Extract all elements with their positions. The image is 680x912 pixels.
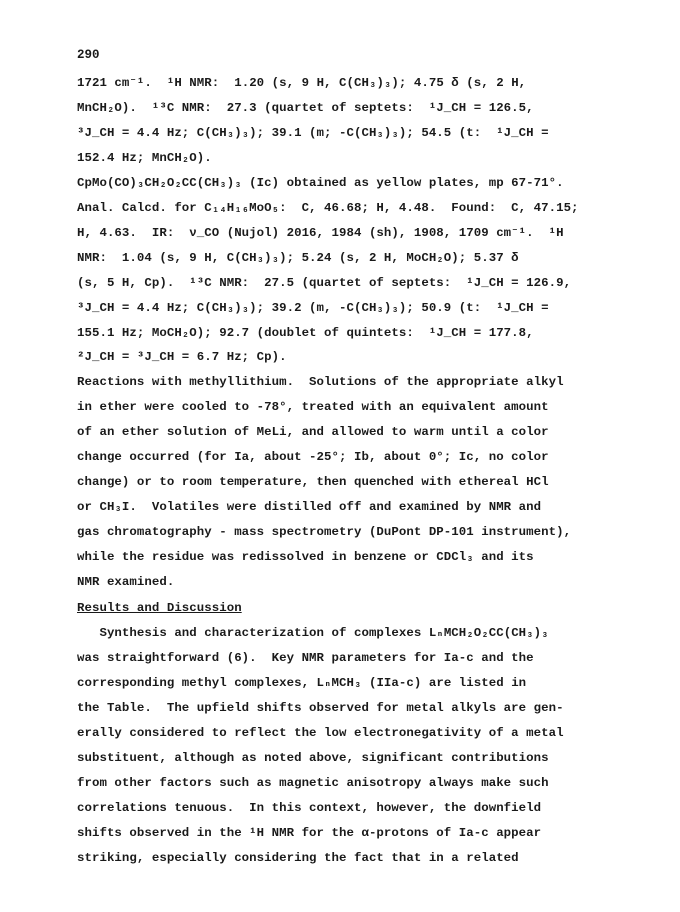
text-line: change occurred (for Ia, about -25°; Ib, about 0°; Ic, no color	[77, 450, 549, 464]
text-line: CpMo(CO)₃CH₂O₂CC(CH₃)₃ (Ic) obtained as yellow plates, mp 67-71°.	[77, 176, 564, 190]
text-line: shifts observed in the ¹H NMR for the α-protons of Ia-c appear	[77, 826, 542, 840]
text-line: from other factors such as magnetic anisotropy always make such	[77, 776, 549, 790]
text-line: was straightforward (6). Key NMR parameters for Ia-c and the	[77, 651, 534, 665]
text-line: 152.4 Hz; MnCH₂O).	[77, 151, 212, 165]
text-line: the Table. The upfield shifts observed for metal alkyls are gen-	[77, 701, 564, 715]
text-line: Synthesis and characterization of complexes LₙMCH₂O₂CC(CH₃)₃	[77, 626, 549, 640]
text-line: NMR: 1.04 (s, 9 H, C(CH₃)₃); 5.24 (s, 2 H, MoCH₂O); 5.37 δ	[77, 251, 519, 265]
text-line: Reactions with methyllithium. Solutions of the appropriate alkyl	[77, 375, 564, 389]
text-line: ³J_CH = 4.4 Hz; C(CH₃)₃); 39.2 (m, -C(CH₃)₃); 50.9 (t: ¹J_CH =	[77, 301, 549, 315]
text-line: 155.1 Hz; MoCH₂O); 92.7 (doublet of quintets: ¹J_CH = 177.8,	[77, 326, 534, 340]
text-line: in ether were cooled to -78°, treated with an equivalent amount	[77, 400, 549, 414]
text-line: while the residue was redissolved in benzene or CDCl₃ and its	[77, 550, 534, 564]
text-line: H, 4.63. IR: ν_CO (Nujol) 2016, 1984 (sh), 1908, 1709 cm⁻¹. ¹H	[77, 226, 564, 240]
text-line: striking, especially considering the fact that in a related	[77, 851, 519, 865]
text-line: change) or to room temperature, then quenched with ethereal HCl	[77, 475, 549, 489]
text-line: corresponding methyl complexes, LₙMCH₃ (IIa-c) are listed in	[77, 676, 527, 690]
text-line: ³J_CH = 4.4 Hz; C(CH₃)₃); 39.1 (m; -C(CH₃)₃); 54.5 (t: ¹J_CH =	[77, 126, 549, 140]
text-line: gas chromatography - mass spectrometry (DuPont DP-101 instrument),	[77, 525, 572, 539]
text-line: Anal. Calcd. for C₁₄H₁₆MoO₅: C, 46.68; H, 4.48. Found: C, 47.15;	[77, 201, 579, 215]
text-line: or CH₃I. Volatiles were distilled off and examined by NMR and	[77, 500, 542, 514]
text-line: 1721 cm⁻¹. ¹H NMR: 1.20 (s, 9 H, C(CH₃)₃); 4.75 δ (s, 2 H,	[77, 76, 527, 90]
text-line: erally considered to reflect the low electronegativity of a metal	[77, 726, 564, 740]
text-line: substituent, although as noted above, significant contributions	[77, 751, 549, 765]
text-line: of an ether solution of MeLi, and allowed to warm until a color	[77, 425, 549, 439]
text-line: correlations tenuous. In this context, however, the downfield	[77, 801, 542, 815]
text-line: ²J_CH = ³J_CH = 6.7 Hz; Cp).	[77, 350, 287, 364]
section-heading: Results and Discussion	[77, 601, 242, 615]
page-number: 290	[77, 48, 100, 62]
text-line: (s, 5 H, Cp). ¹³C NMR: 27.5 (quartet of septets: ¹J_CH = 126.9,	[77, 276, 572, 290]
text-line: NMR examined.	[77, 575, 175, 589]
text-line: MnCH₂O). ¹³C NMR: 27.3 (quartet of septets: ¹J_CH = 126.5,	[77, 101, 534, 115]
